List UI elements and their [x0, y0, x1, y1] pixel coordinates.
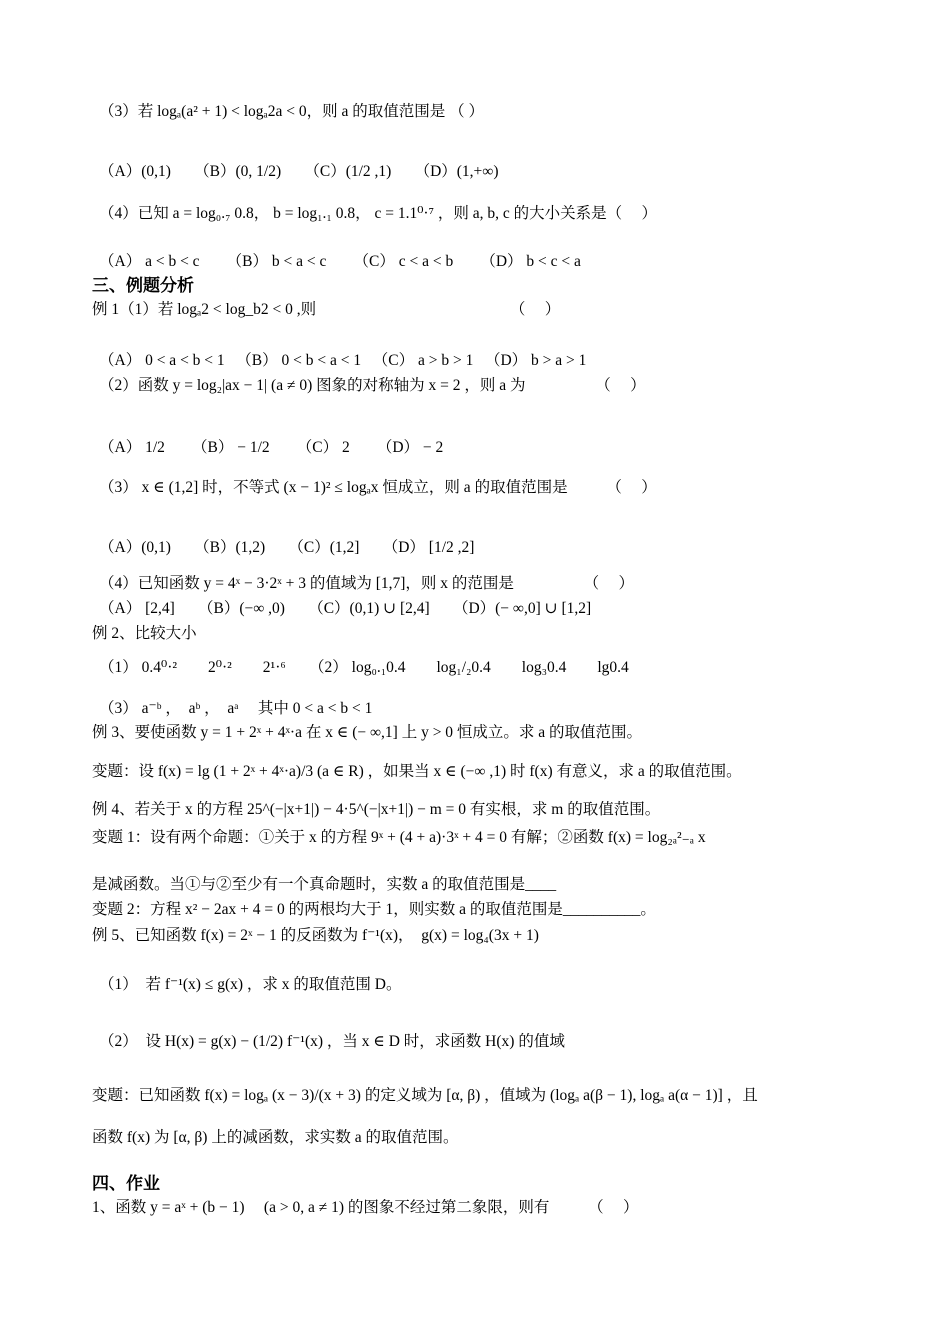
text-line: 变题：已知函数 f(x) = logₐ (x − 3)/(x + 3) 的定义域为 [α, β) ，值域为 (logₐ a(β − 1), logₐ a(α − 1)] ，且: [92, 1087, 758, 1104]
text-line: （2） 设 H(x) = g(x) − (1/2) f⁻¹(x) ，当 x ∈ D 时，求函数 H(x) 的值域: [99, 1033, 565, 1050]
text-line: 例 4、若关于 x 的方程 25^(−|x+1|) − 4·5^(−|x+1|) − m = 0 有实根，求 m 的取值范围。: [92, 801, 661, 818]
text-line: 例 1（1）若 logₐ2 < log_b2 < 0 ,则 （ ）: [92, 301, 561, 318]
text-line: 变题：设 f(x) = lg (1 + 2ˣ + 4ˣ·a)/3 (a ∈ R) ，如果当 x ∈ (−∞ ,1) 时 f(x) 有意义，求 a 的取值范围。: [92, 763, 742, 780]
text-line: （A） 0 < a < b < 1 （B） 0 < b < a < 1 （C） a > b > 1 （D） b > a > 1: [99, 352, 587, 369]
text-line: （4）已知 a = log₀.₇ 0.8， b = log₁.₁ 0.8， c = 1.1⁰·⁷ ，则 a, b, c 的大小关系是（ ）: [99, 205, 658, 222]
text-line: 例 2、比较大小: [92, 625, 197, 642]
text-line: （A） [2,4] （B）(−∞ ,0) （C）(0,1) ∪ [2,4] （D）(− ∞,0] ∪ [1,2]: [99, 600, 592, 617]
text-line: 1、函数 y = aˣ + (b − 1) (a > 0, a ≠ 1) 的图象不经过第二象限，则有 （ ）: [92, 1199, 639, 1216]
section-heading: 三、例题分析: [92, 276, 194, 296]
text-line: 变题 2：方程 x² − 2ax + 4 = 0 的两根均大于 1，则实数 a 的取值范围是__________。: [92, 901, 656, 918]
section-heading: 四、作业: [92, 1174, 160, 1194]
text-line: （3） a⁻ᵇ ， aᵇ ， aᵃ 其中 0 < a < b < 1: [99, 700, 373, 717]
text-line: （1） 0.4⁰·² 2⁰·² 2¹·⁶ （2） log₀.₁0.4 log₁/₂0.4 log₃0.4 lg0.4: [99, 659, 629, 676]
text-line: 函数 f(x) 为 [α, β) 上的减函数，求实数 a 的取值范围。: [92, 1129, 459, 1146]
text-line: （4）已知函数 y = 4ˣ − 3·2ˣ + 3 的值域为 [1,7]，则 x 的范围是 （ ）: [99, 575, 635, 592]
text-line: （A） 1/2 （B） − 1/2 （C） 2 （D） − 2: [99, 439, 444, 456]
text-line: （A）(0,1) （B）(0, 1/2) （C）(1/2 ,1) （D）(1,+∞): [99, 163, 499, 180]
text-line: （1） 若 f⁻¹(x) ≤ g(x) ，求 x 的取值范围 D。: [99, 976, 402, 993]
text-line: （A） a < b < c （B） b < a < c （C） c < a < b （D） b < c < a: [99, 253, 581, 270]
text-line: （3） x ∈ (1,2] 时，不等式 (x − 1)² ≤ logₐx 恒成立，则 a 的取值范围是 （ ）: [99, 479, 657, 496]
text-line: （A）(0,1) （B）(1,2) （C）(1,2] （D） [1/2 ,2]: [99, 539, 475, 556]
text-line: 变题 1：设有两个命题：①关于 x 的方程 9ˣ + (4 + a)·3ˣ + 4 = 0 有解；②函数 f(x) = log₂ₐ²₋ₐ x: [92, 829, 706, 846]
text-line: （2）函数 y = log₂|ax − 1| (a ≠ 0) 图象的对称轴为 x = 2 ，则 a 为 （ ）: [99, 377, 646, 394]
text-line: （3）若 logₐ(a² + 1) < logₐ2a < 0，则 a 的取值范围是 （ ）: [99, 103, 485, 120]
text-line: 例 5、已知函数 f(x) = 2ˣ − 1 的反函数为 f⁻¹(x)， g(x) = log₄(3x + 1): [92, 927, 539, 944]
text-line: 例 3、要使函数 y = 1 + 2ˣ + 4ˣ·a 在 x ∈ (− ∞,1] 上 y > 0 恒成立。求 a 的取值范围。: [92, 724, 643, 741]
text-line: 是减函数。当①与②至少有一个真命题时，实数 a 的取值范围是____: [92, 876, 557, 893]
